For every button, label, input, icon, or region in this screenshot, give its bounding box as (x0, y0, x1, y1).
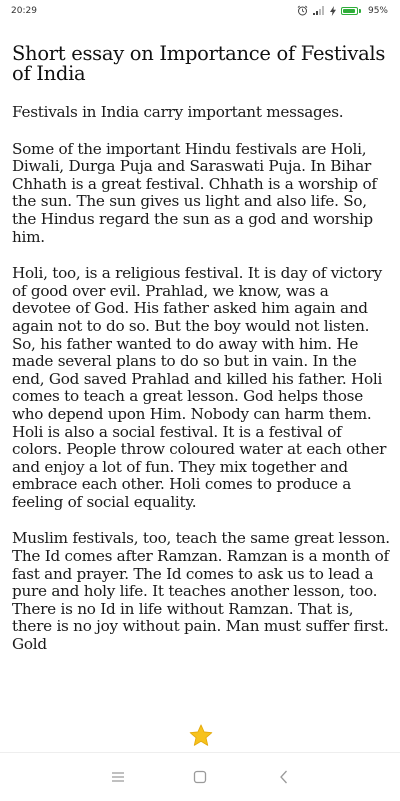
article-paragraph: Muslim festivals, too, teach the same great lesson. The Id comes after Ramzan. Ramzan is a month of fast and prayer. The Id comes to ask us to lead a pure and holy life. It teaches another lesson, too. There is no Id in life without Ramzan. That is, there is no joy without pain. Man must suffer first. Gold (12, 529, 390, 654)
favorite-star-button[interactable] (188, 723, 214, 749)
status-icons (297, 5, 388, 16)
alarm-clock-icon (297, 5, 308, 16)
battery-icon (341, 7, 361, 15)
home-square-icon (190, 767, 210, 787)
article-content[interactable] (12, 44, 390, 712)
status-bar (0, 0, 400, 24)
signal-strength-icon (313, 6, 325, 15)
status-time: 20:29 (11, 6, 37, 16)
article-paragraph: Some of the important Hindu festivals are Holi, Diwali, Durga Puja and Saraswati Puja. In Bihar Chhath is a great festival. Chhath is a worship of the sun. The sun gives us light and also life. So, the Hindus regard the sun as a god and worship him. (12, 139, 377, 246)
nav-back-button[interactable] (274, 767, 294, 787)
menu-icon (108, 767, 128, 787)
nav-menu-button[interactable] (108, 767, 128, 787)
system-navigation-bar (0, 752, 400, 801)
article-title: Short essay on Importance of Festivals of India (12, 44, 386, 85)
article-paragraph: Festivals in India carry important messages. (12, 103, 344, 121)
battery-percent: 95% (367, 5, 388, 16)
battery-level-fill (343, 9, 355, 13)
star-icon (188, 723, 214, 749)
nav-home-button[interactable] (190, 767, 210, 787)
back-chevron-icon (274, 767, 294, 787)
article-paragraph: Holi, too, is a religious festival. It is day of victory of good over evil. Prahlad, we know, was a devotee of God. His father asked him again and again not to do so. But the boy would not listen. So, his father wanted to do away with him. He made several plans to do so but in vain. In the end, God saved Prahlad and killed his father. Holi comes to teach a great lesson. God helps those who depend upon Him. Nobody can harm them. Holi is also a social festival. It is a festival of colors. People throw coloured water at each other and enjoy a lot of fun. They mix together and embrace each other. Holi comes to produce a feeling of social equality. (12, 264, 387, 511)
charging-bolt-icon (330, 6, 336, 16)
